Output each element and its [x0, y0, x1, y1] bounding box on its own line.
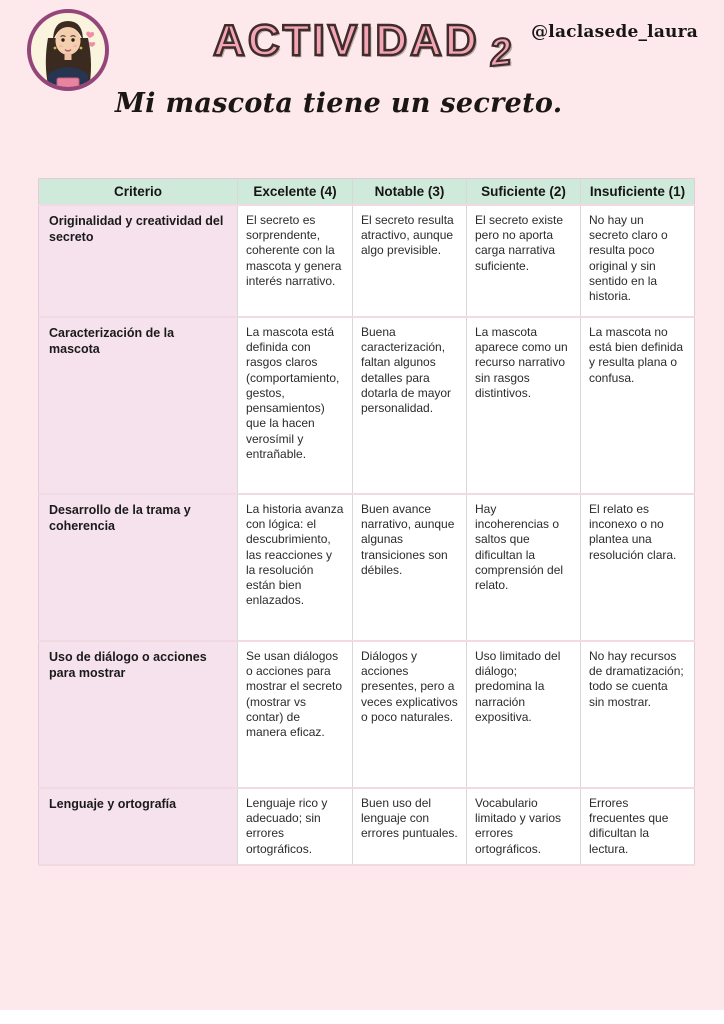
column-header-criterio: Criterio — [39, 179, 238, 206]
page-bottom-edge — [0, 1010, 724, 1024]
table-row — [39, 788, 695, 865]
column-header-insuficiente: Insuficiente (1) — [581, 179, 695, 206]
criterion-cell: Desarrollo de la trama y coherencia — [39, 494, 238, 641]
criterion-cell: Uso de diálogo o acciones para mostrar — [39, 641, 238, 788]
excellent-cell: Se usan diálogos o acciones para mostrar el secreto (mostrar vs contar) de manera eficaz. — [238, 641, 353, 788]
table-header-row — [39, 179, 695, 206]
insufficient-cell: La mascota no está bien definida y resulta plana o confusa. — [581, 317, 695, 494]
table-row — [39, 641, 695, 788]
excellent-cell: La mascota está definida con rasgos claros (comportamiento, gestos, pensamientos) que la hacen verosímil y entrañable. — [238, 317, 353, 494]
rubric-table — [38, 178, 695, 866]
sufficient-cell: Uso limitado del diálogo; predomina la narración expositiva. — [467, 641, 581, 788]
notable-cell: Diálogos y acciones presentes, pero a veces explicativos o poco naturales. — [353, 641, 467, 788]
table-row — [39, 205, 695, 317]
excellent-cell: El secreto es sorprendente, coherente con la mascota y genera interés narrativo. — [238, 205, 353, 317]
sufficient-cell: El secreto existe pero no aporta carga narrativa suficiente. — [467, 205, 581, 317]
notable-cell: Buen uso del lenguaje con errores puntuales. — [353, 788, 467, 865]
sufficient-cell: La mascota aparece como un recurso narrativo sin rasgos distintivos. — [467, 317, 581, 494]
column-header-excelente: Excelente (4) — [238, 179, 353, 206]
page-title — [213, 16, 513, 75]
social-handle: @laclasede_laura — [531, 22, 698, 42]
activity-subtitle: Mi mascota tiene un secreto. — [115, 88, 563, 119]
column-header-notable: Notable (3) — [353, 179, 467, 206]
sufficient-cell: Hay incoherencias o saltos que dificultan la comprensión del relato. — [467, 494, 581, 641]
insufficient-cell: Errores frecuentes que dificultan la lectura. — [581, 788, 695, 865]
notable-cell: Buena caracterización, faltan algunos detalles para dotarla de mayor personalidad. — [353, 317, 467, 494]
column-header-suficiente: Suficiente (2) — [467, 179, 581, 206]
excellent-cell: La historia avanza con lógica: el descubrimiento, las reacciones y la resolución están bien enlazados. — [238, 494, 353, 641]
criterion-cell: Lenguaje y ortografía — [39, 788, 238, 865]
notable-cell: Buen avance narrativo, aunque algunas transiciones son débiles. — [353, 494, 467, 641]
insufficient-cell: El relato es inconexo o no plantea una resolución clara. — [581, 494, 695, 641]
page-title-text: ACTIVIDAD — [213, 16, 480, 65]
notable-cell: El secreto resulta atractivo, aunque algo previsible. — [353, 205, 467, 317]
insufficient-cell: No hay un secreto claro o resulta poco original y sin sentido en la historia. — [581, 205, 695, 317]
sufficient-cell: Vocabulario limitado y varios errores ortográficos. — [467, 788, 581, 865]
page-title-number: 2 — [487, 31, 513, 75]
insufficient-cell: No hay recursos de dramatización; todo se cuenta sin mostrar. — [581, 641, 695, 788]
table-row — [39, 317, 695, 494]
avatar-illustration — [26, 8, 110, 92]
criterion-cell: Caracterización de la mascota — [39, 317, 238, 494]
excellent-cell: Lenguaje rico y adecuado; sin errores ortográficos. — [238, 788, 353, 865]
avatar — [26, 8, 110, 92]
criterion-cell: Originalidad y creatividad del secreto — [39, 205, 238, 317]
table-row — [39, 494, 695, 641]
